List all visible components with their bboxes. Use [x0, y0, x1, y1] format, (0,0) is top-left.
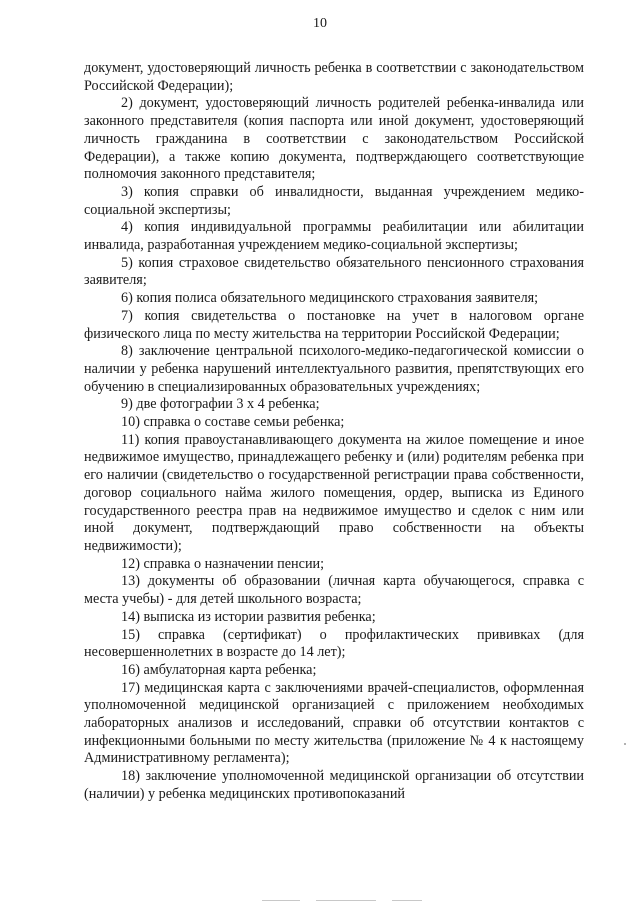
list-item-13: 13) документы об образовании (личная карта обучающегося, справка с места учебы) - для детей школьного возраста;	[84, 573, 584, 608]
list-item-7: 7) копия свидетельства о постановке на учет в налоговом органе физического лица по месту жительства на территории Российской Федерации;	[84, 307, 584, 342]
list-item-11: 11) копия правоустанавливающего документа на жилое помещение и иное недвижимое имущество, принадлежащего ребенку и (или) родителям ребенка при его наличии (свидетельство о государственной регистрации права собственности, договор социального найма жилого помещения, ордер, выписка из Единого государственного реестра прав на недвижимое имущество и сделок с ним или иной документ, подтверждающий право собственности на объекты недвижимости);	[84, 431, 584, 554]
list-item-12: 12) справка о назначении пенсии;	[121, 555, 325, 572]
list-item-9: 9) две фотографии 3 х 4 ребенка;	[121, 396, 320, 413]
list-item-8: 8) заключение центральной психолого-медико-педагогической комиссии о наличии у ребенка нарушений интеллектуального развития, препятствующих его обучению в специализированных образовательных учреждениях;	[84, 343, 584, 395]
list-item-10: 10) справка о составе семьи ребенка;	[121, 414, 345, 431]
scan-artifact-line	[392, 900, 422, 901]
list-item-2: 2) документ, удостоверяющий личность родителей ребенка-инвалида или законного представителя (копия паспорта или иной документ, удостоверяющий личность гражданина в соответствии с законодательством Российской Федерации), а также копию документа, подтверждающего соответствующие полномочия законного представителя;	[84, 95, 584, 183]
page-number: 10	[313, 16, 327, 31]
list-item-5: 5) копия страховое свидетельство обязательного пенсионного страхования заявителя;	[84, 254, 584, 289]
list-item-14: 14) выписка из истории развития ребенка;	[121, 608, 376, 625]
scan-artifact-line	[262, 900, 300, 901]
list-item-6: 6) копия полиса обязательного медицинского страхования заявителя;	[121, 290, 539, 307]
scan-artifact-line	[316, 900, 376, 901]
list-item-18: 18) заключение уполномоченной медицинской организации об отсутствии (наличии) у ребенка медицинских противопоказаний	[84, 768, 584, 802]
document-body	[84, 60, 584, 804]
list-item-16: 16) амбулаторная карта ребенка;	[121, 661, 317, 678]
list-item-15: 15) справка (сертификат) о профилактических прививках (для несовершеннолетних в возрасте до 14 лет);	[84, 626, 584, 661]
list-item-4: 4) копия индивидуальной программы реабилитации или абилитации инвалида, разработанная учреждением медико-социальной экспертизы;	[84, 219, 584, 254]
list-item-17: 17) медицинская карта с заключениями врачей-специалистов, оформленная уполномоченной медицинской организацией с приложением необходимых лабораторных анализов и исследований, справки об отсутствии контактов с инфекционными больными по месту жительства (приложение № 4 к настоящему Административному регламента);	[84, 679, 584, 767]
list-item-3: 3) копия справки об инвалидности, выданная учреждением медико-социальной экспертизы;	[84, 183, 584, 218]
scan-speck	[624, 743, 626, 745]
paragraph-continuation: документ, удостоверяющий личность ребенка в соответствии с законодательством Российской Федерации);	[84, 60, 584, 94]
